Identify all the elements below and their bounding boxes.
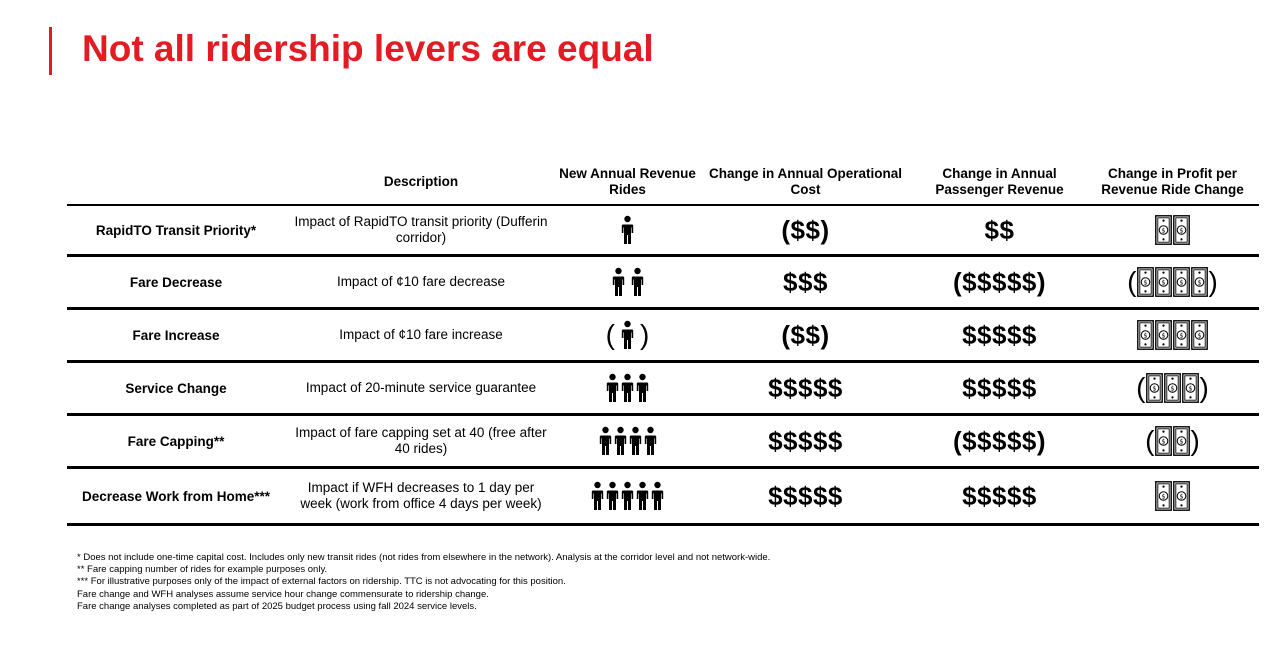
footnote: Fare change and WFH analyses assume service hour change commensurate to ridership change.: [77, 588, 489, 600]
svg-text:$: $: [1161, 278, 1166, 287]
footnote: Fare change analyses completed as part of 2025 budget process using fall 2024 service levels.: [77, 600, 477, 612]
profit-icons: [1145, 426, 1200, 456]
table-row: [67, 206, 1259, 254]
person-icon: [606, 373, 619, 403]
profit-change-cell: [1086, 257, 1259, 307]
lever-name: Fare Decrease: [129, 274, 223, 290]
person-icon: [629, 426, 642, 456]
header-lever: [67, 160, 285, 204]
person-icon: [591, 481, 604, 511]
lever-name: Service Change: [125, 380, 227, 396]
svg-text:$: $: [1179, 437, 1184, 446]
profit-change-cell: [1086, 206, 1259, 254]
passenger-revenue-value: ($$$$$): [952, 425, 1047, 456]
rides-icons: [621, 215, 634, 245]
svg-text:$: $: [1161, 226, 1166, 235]
svg-text:$: $: [1161, 437, 1166, 446]
footnote: * Does not include one-time capital cost. Includes only new transit rides (not rides from elsewhere in the network). Analysis at the corridor level and not network-wide.: [77, 552, 771, 563]
lever-name: Fare Capping**: [127, 433, 225, 449]
paren-open-icon: (: [605, 319, 615, 350]
money-bill-icon: [1137, 267, 1154, 297]
passenger-revenue-cell: [913, 469, 1086, 523]
svg-text:$: $: [1152, 384, 1157, 393]
paren-close-icon: ): [1199, 372, 1209, 403]
profit-icons: [1127, 267, 1218, 297]
svg-text:$: $: [1197, 331, 1202, 340]
lever-name: Fare Increase: [132, 327, 220, 343]
svg-text:$: $: [1197, 278, 1202, 287]
ridership-levers-table: [67, 160, 1259, 526]
table-header-row: [67, 160, 1259, 204]
svg-text:$: $: [1179, 492, 1184, 501]
person-icon: [621, 481, 634, 511]
svg-text:$: $: [1143, 331, 1148, 340]
rides-icons: [599, 426, 657, 456]
new-rides-cell: [557, 363, 698, 413]
passenger-revenue-value: $$: [984, 214, 1015, 245]
passenger-revenue-cell: [913, 206, 1086, 254]
table-row: [67, 416, 1259, 466]
person-icon: [614, 426, 627, 456]
money-bill-icon: [1164, 373, 1181, 403]
new-rides-cell: [557, 257, 698, 307]
operational-cost-value: $$$$$: [768, 425, 843, 456]
table-row: [67, 310, 1259, 360]
svg-text:$: $: [1179, 278, 1184, 287]
person-icon: [621, 215, 634, 245]
person-icon: [636, 373, 649, 403]
operational-cost-cell: [698, 416, 913, 466]
operational-cost-value: $$$: [783, 266, 828, 297]
operational-cost-value: $$$$$: [768, 480, 843, 511]
lever-description: Impact if WFH decreases to 1 day per week (work from office 4 days per week): [300, 480, 542, 511]
header-passenger-revenue: Change in Annual Passenger Revenue: [935, 166, 1064, 197]
header-description: Description: [383, 174, 459, 189]
person-icon: [599, 426, 612, 456]
person-icon: [621, 373, 634, 403]
footnote: ** Fare capping number of rides for example purposes only.: [77, 564, 328, 576]
operational-cost-cell: [698, 363, 913, 413]
money-bill-icon: [1155, 481, 1172, 511]
header-new-rides: New Annual Revenue Rides: [559, 166, 696, 197]
money-bill-icon: [1173, 320, 1190, 350]
operational-cost-cell: [698, 257, 913, 307]
lever-name: RapidTO Transit Priority*: [95, 222, 257, 238]
profit-change-cell: [1086, 363, 1259, 413]
svg-text:$: $: [1170, 384, 1175, 393]
person-icon: [651, 481, 664, 511]
operational-cost-cell: [698, 469, 913, 523]
money-bill-icon: [1155, 320, 1172, 350]
person-icon: [631, 267, 644, 297]
profit-icons: [1136, 373, 1209, 403]
passenger-revenue-value: $$$$$: [962, 480, 1037, 511]
money-bill-icon: [1137, 320, 1154, 350]
money-bill-icon: [1182, 373, 1199, 403]
header-profit-change: Change in Profit per Revenue Ride Change: [1101, 166, 1244, 197]
money-bill-icon: [1191, 267, 1208, 297]
row-divider: [67, 523, 1259, 526]
table-body: [67, 206, 1259, 526]
svg-text:$: $: [1188, 384, 1193, 393]
footnotes: [77, 552, 770, 613]
rides-icons: [606, 320, 650, 350]
operational-cost-value: $$$$$: [768, 372, 843, 403]
svg-text:$: $: [1143, 278, 1148, 287]
lever-description: Impact of 20-minute service guarantee: [305, 380, 537, 395]
svg-text:$: $: [1179, 226, 1184, 235]
lever-description: Impact of ¢10 fare decrease: [336, 274, 506, 289]
table-row: [67, 363, 1259, 413]
lever-description: Impact of fare capping set at 40 (free after 40 rides): [295, 425, 547, 456]
lever-description: Impact of ¢10 fare increase: [339, 327, 503, 342]
person-icon: [621, 320, 634, 350]
money-bill-icon: [1191, 320, 1208, 350]
operational-cost-cell: [698, 206, 913, 254]
paren-close-icon: ): [640, 319, 650, 350]
svg-text:$: $: [1161, 331, 1166, 340]
person-icon: [636, 481, 649, 511]
person-icon: [612, 267, 625, 297]
money-bill-icon: [1173, 426, 1190, 456]
money-bill-icon: [1155, 267, 1172, 297]
paren-open-icon: (: [1127, 266, 1137, 297]
svg-text:$: $: [1161, 492, 1166, 501]
rides-icons: [591, 481, 664, 511]
title-accent-bar: [49, 27, 52, 75]
passenger-revenue-cell: [913, 310, 1086, 360]
person-icon: [644, 426, 657, 456]
paren-open-icon: (: [1145, 425, 1155, 456]
table-row: [67, 469, 1259, 523]
rides-icons: [612, 267, 644, 297]
money-bill-icon: [1155, 426, 1172, 456]
lever-description: Impact of RapidTO transit priority (Dufferin corridor): [294, 214, 548, 245]
person-icon: [606, 481, 619, 511]
paren-close-icon: ): [1190, 425, 1200, 456]
rides-icons: [606, 373, 649, 403]
passenger-revenue-value: ($$$$$): [952, 266, 1047, 297]
footnote: *** For illustrative purposes only of the impact of external factors on ridership. TTC is not advocating for this position.: [77, 576, 566, 588]
passenger-revenue-cell: [913, 416, 1086, 466]
operational-cost-value: ($$): [781, 214, 830, 245]
profit-change-cell: [1086, 416, 1259, 466]
operational-cost-cell: [698, 310, 913, 360]
money-bill-icon: [1155, 215, 1172, 245]
table-row: [67, 257, 1259, 307]
passenger-revenue-value: $$$$$: [962, 372, 1037, 403]
profit-icons: [1137, 320, 1209, 350]
passenger-revenue-cell: [913, 257, 1086, 307]
paren-open-icon: (: [1136, 372, 1146, 403]
profit-icons: [1155, 481, 1191, 511]
header-operational-cost: Change in Annual Operational Cost: [708, 166, 902, 197]
new-rides-cell: [557, 469, 698, 523]
page-title: Not all ridership levers are equal: [82, 28, 654, 69]
lever-name: Decrease Work from Home***: [81, 488, 271, 504]
profit-change-cell: [1086, 469, 1259, 523]
passenger-revenue-cell: [913, 363, 1086, 413]
new-rides-cell: [557, 416, 698, 466]
profit-change-cell: [1086, 310, 1259, 360]
money-bill-icon: [1146, 373, 1163, 403]
money-bill-icon: [1173, 267, 1190, 297]
paren-close-icon: ): [1208, 266, 1218, 297]
new-rides-cell: [557, 310, 698, 360]
profit-icons: [1155, 215, 1191, 245]
operational-cost-value: ($$): [781, 319, 830, 350]
money-bill-icon: [1173, 481, 1190, 511]
money-bill-icon: [1173, 215, 1190, 245]
passenger-revenue-value: $$$$$: [962, 319, 1037, 350]
svg-text:$: $: [1179, 331, 1184, 340]
new-rides-cell: [557, 206, 698, 254]
